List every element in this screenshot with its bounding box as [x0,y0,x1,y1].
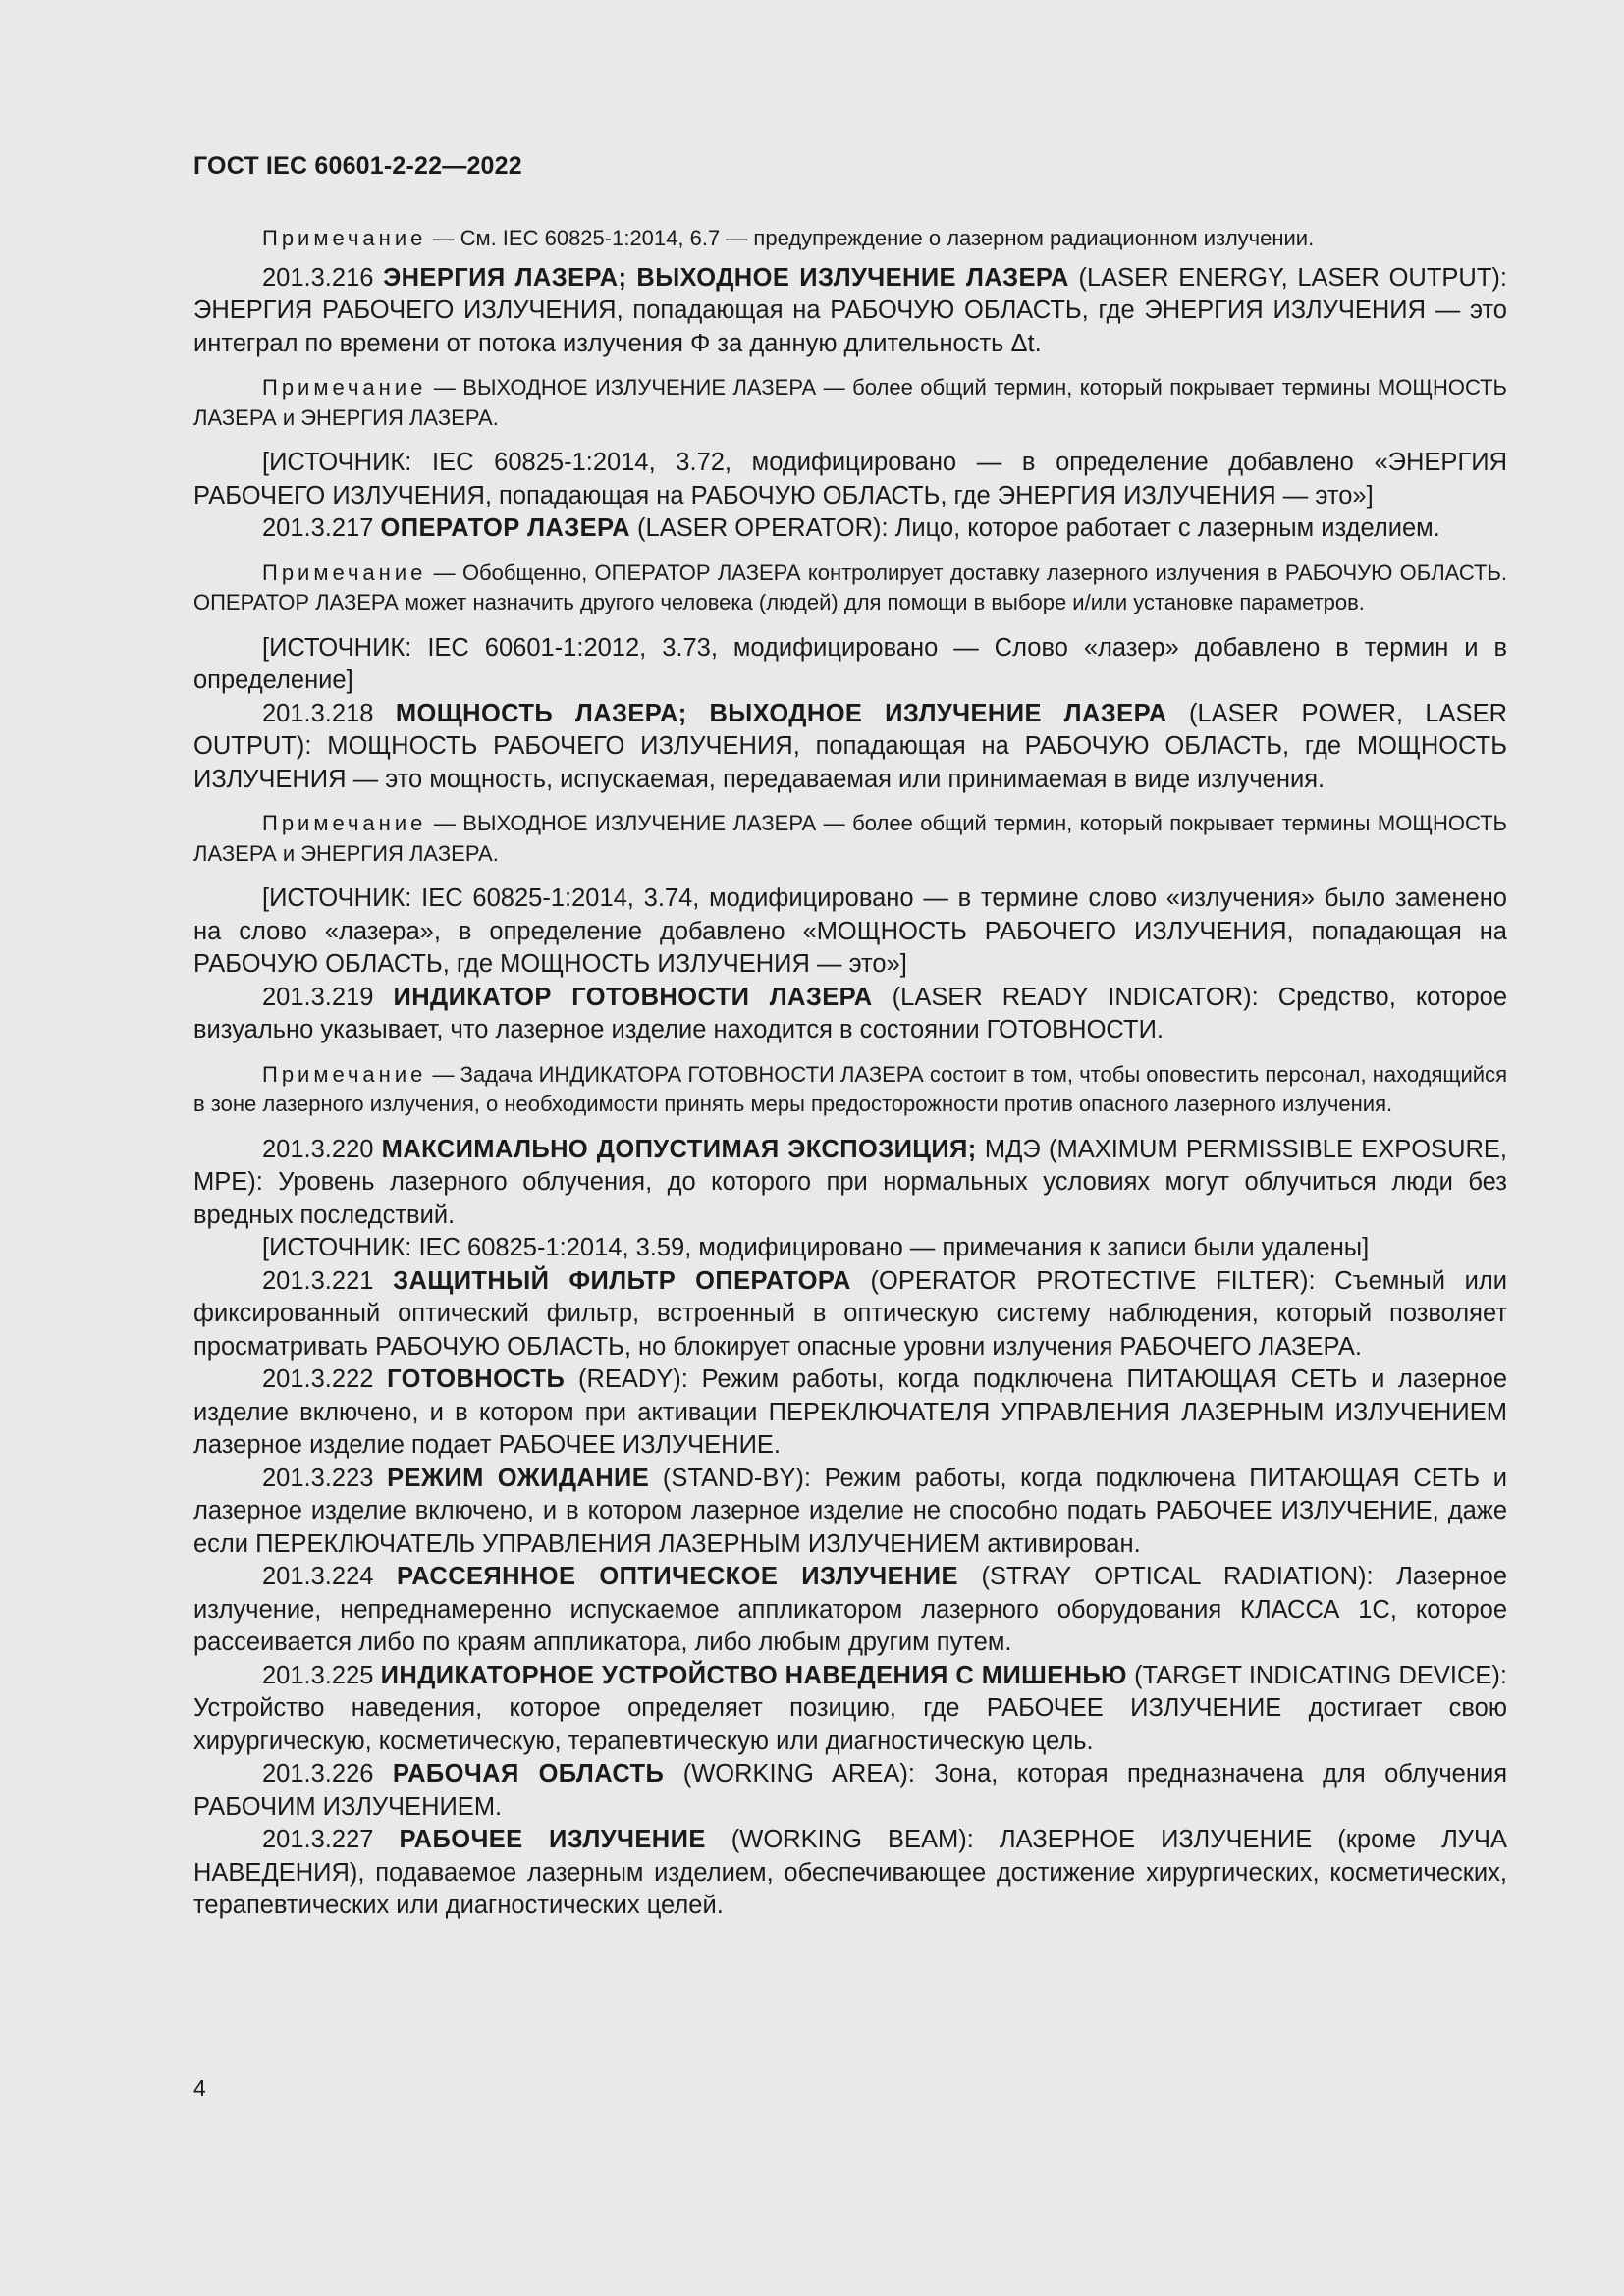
note-paragraph [193,373,1507,433]
term-name: РАБОЧЕЕ ИЗЛУЧЕНИЕ [399,1826,706,1853]
term-number: 201.3.223 [262,1464,388,1492]
document-body [193,224,1507,1923]
term-number: 201.3.227 [262,1826,400,1853]
source-paragraph: [ИСТОЧНИК: IEC 60825-1:2014, 3.74, модифицировано — в термине слово «излучения» было заменено на слово «лазера», в определение добавлено «МОЩНОСТЬ РАБОЧЕГО ИЗЛУЧЕНИЯ, попадающая на РАБОЧУЮ ОБЛАСТЬ, где МОЩНОСТЬ ИЗЛУЧЕНИЯ — это»] [193,884,1507,978]
note-paragraph [193,559,1507,618]
term-name: МАКСИМАЛЬНО ДОПУСТИМАЯ ЭКСПОЗИЦИЯ; [381,1135,977,1163]
note-label: Примечание [262,811,427,835]
note-text: — ВЫХОДНОЕ ИЗЛУЧЕНИЕ ЛАЗЕРА — более общий термин, который покрывает термины МОЩНОСТЬ ЛАЗЕРА и ЭНЕРГИЯ ЛАЗЕРА. [193,375,1507,430]
term-number: 201.3.218 [262,699,396,727]
source-paragraph: [ИСТОЧНИК: IEC 60825-1:2014, 3.72, модифицировано — в определение добавлено «ЭНЕРГИЯ РАБОЧЕГО ИЗЛУЧЕНИЯ, попадающая на РАБОЧУЮ ОБЛАСТЬ, где ЭНЕРГИЯ ИЗЛУЧЕНИЯ — это»] [193,449,1507,509]
term-201-3-216 [193,262,1507,361]
note-label: Примечание [262,560,427,585]
term-number: 201.3.225 [262,1661,381,1689]
term-201-3-222 [193,1363,1507,1463]
term-definition: (TARGET INDICATING DEVICE): Устройство наведения, которое определяет позицию, где РАБОЧЕЕ ИЗЛУЧЕНИЕ достигает свою хирургическую, косметическую, терапевтическую или диагностическую цель. [193,1661,1507,1755]
source-paragraph: [ИСТОЧНИК: IEC 60825-1:2014, 3.59, модифицировано — примечания к записи были удалены] [262,1234,1370,1261]
term-definition: (WORKING AREA): Зона, которая предназначена для облучения РАБОЧИМ ИЗЛУЧЕНИЕМ. [193,1760,1508,1821]
note-text: — ВЫХОДНОЕ ИЗЛУЧЕНИЕ ЛАЗЕРА — более общий термин, который покрывает термины МОЩНОСТЬ ЛАЗЕРА и ЭНЕРГИЯ ЛАЗЕРА. [193,811,1507,866]
term-definition: (LASER OPERATOR): Лицо, которое работает с лазерным изделием. [629,514,1440,542]
term-number: 201.3.219 [262,983,394,1011]
term-definition: (LASER ENERGY, LASER OUTPUT): ЭНЕРГИЯ РАБОЧЕГО ИЗЛУЧЕНИЯ, попадающая на РАБОЧУЮ ОБЛАСТЬ, где ЭНЕРГИЯ ИЗЛУЧЕНИЯ — это интеграл по времени от потока излучения Φ за данную длительность Δt. [193,263,1507,357]
term-name: ГОТОВНОСТЬ [387,1365,566,1393]
note-label: Примечание [262,1061,427,1087]
term-definition: (OPERATOR PROTECTIVE FILTER): Съемный или фиксированный оптический фильтр, встроенный в оптическую систему наблюдения, который позволяет просматривать РАБОЧУЮ ОБЛАСТЬ, но блокирует опасные уровни излучения РАБОЧЕГО ЛАЗЕРА. [193,1266,1507,1361]
note-paragraph [193,1060,1507,1120]
term-name: ИНДИКАТОРНОЕ УСТРОЙСТВО НАВЕДЕНИЯ С МИШЕНЬЮ [380,1661,1127,1689]
term-name: ЗАЩИТНЫЙ ФИЛЬТР ОПЕРАТОРА [393,1266,851,1295]
page-number: 4 [193,2075,206,2101]
term-number: 201.3.222 [262,1365,388,1393]
term-name: РЕЖИМ ОЖИДАНИЕ [387,1464,650,1492]
term-201-3-220 [193,1134,1507,1233]
term-number: 201.3.221 [262,1266,394,1295]
note-text: — Обобщенно, ОПЕРАТОР ЛАЗЕРА контролирует доставку лазерного излучения в РАБОЧУЮ ОБЛАСТЬ. ОПЕРАТОР ЛАЗЕРА может назначить другого человека (людей) для помощи в выборе и/или установке параметров. [193,560,1507,614]
term-name: РАБОЧАЯ ОБЛАСТЬ [392,1760,665,1788]
term-201-3-224 [193,1561,1507,1660]
term-201-3-218 [193,698,1507,797]
term-201-3-227 [193,1824,1507,1923]
term-definition: (STAND-BY): Режим работы, когда подключена ПИТАЮЩАЯ СЕТЬ и лазерное изделие включено, и в котором лазерное изделие не способно подать РАБОЧЕЕ ИЗЛУЧЕНИЕ, даже если ПЕРЕКЛЮЧАТЕЛЬ УПРАВЛЕНИЯ ЛАЗЕРНЫМ ИЗЛУЧЕНИЕМ активирован. [193,1464,1507,1558]
term-number: 201.3.216 [262,263,384,292]
term-number: 201.3.224 [262,1563,398,1590]
term-201-3-219 [193,982,1507,1047]
term-number: 201.3.220 [262,1135,382,1163]
term-number: 201.3.226 [262,1760,393,1788]
term-201-3-226 [193,1758,1507,1824]
note-paragraph [193,224,1507,254]
term-201-3-217 [193,512,1507,546]
term-name: МОЩНОСТЬ ЛАЗЕРА; ВЫХОДНОЕ ИЗЛУЧЕНИЕ ЛАЗЕРА [395,699,1167,727]
term-definition: МДЭ (MAXIMUM PERMISSIBLE EXPOSURE, MPE): Уровень лазерного облучения, до которого при нормальных условиях могут облучиться люди без вредных последствий. [193,1135,1507,1229]
term-name: ЭНЕРГИЯ ЛАЗЕРА; ВЫХОДНОЕ ИЗЛУЧЕНИЕ ЛАЗЕРА [383,263,1069,292]
term-name: ИНДИКАТОР ГОТОВНОСТИ ЛАЗЕРА [393,983,873,1011]
note-label: Примечание [262,226,427,250]
document-header: ГОСТ IEC 60601-2-22—2022 [193,152,522,180]
note-paragraph [193,809,1507,869]
term-definition: (STRAY OPTICAL RADIATION): Лазерное излучение, непреднамеренно испускаемое аппликатором лазерного оборудования КЛАССА 1С, которое рассеивается либо по краям аппликатора, либо любым другим путем. [193,1563,1508,1656]
term-number: 201.3.217 [262,514,381,542]
term-definition: (LASER POWER, LASER OUTPUT): МОЩНОСТЬ РАБОЧЕГО ИЗЛУЧЕНИЯ, попадающая на РАБОЧУЮ ОБЛАСТЬ, где МОЩНОСТЬ ИЗЛУЧЕНИЯ — это мощность, испускаемая, передаваемая или принимаемая в виде излучения. [193,699,1507,793]
term-definition: (WORKING BEAM): ЛАЗЕРНОЕ ИЗЛУЧЕНИЕ (кроме ЛУЧА НАВЕДЕНИЯ), подаваемое лазерным изделием, обеспечивающее достижение хирургических, косметических, терапевтических или диагностических целей. [193,1826,1508,1919]
note-label: Примечание [262,375,427,400]
term-definition: (READY): Режим работы, когда подключена ПИТАЮЩАЯ СЕТЬ и лазерное изделие включено, и в котором при активации ПЕРЕКЛЮЧАТЕЛЯ УПРАВЛЕНИЯ ЛАЗЕРНЫМ ИЗЛУЧЕНИЕМ лазерное изделие подает РАБОЧЕЕ ИЗЛУЧЕНИЕ. [193,1365,1507,1459]
term-definition: (LASER READY INDICATOR): Средство, которое визуально указывает, что лазерное изделие находится в состоянии ГОТОВНОСТИ. [193,983,1508,1043]
term-201-3-221 [193,1265,1507,1364]
term-name: РАССЕЯННОЕ ОПТИЧЕСКОЕ ИЗЛУЧЕНИЕ [397,1563,958,1590]
term-name: ОПЕРАТОР ЛАЗЕРА [380,514,630,542]
note-text: — Задача ИНДИКАТОРА ГОТОВНОСТИ ЛАЗЕРА состоит в том, чтобы оповестить персонал, находящийся в зоне лазерного излучения, о необходимости принять меры предосторожности против опасного лазерного излучения. [193,1061,1507,1116]
term-201-3-223 [193,1463,1507,1562]
note-text: — См. IEC 60825-1:2014, 6.7 — предупреждение о лазерном радиационном излучении. [426,226,1315,250]
source-paragraph: [ИСТОЧНИК: IEC 60601-1:2012, 3.73, модифицировано — Слово «лазер» добавлено в термин и в определение] [193,633,1507,694]
term-201-3-225 [193,1660,1507,1759]
